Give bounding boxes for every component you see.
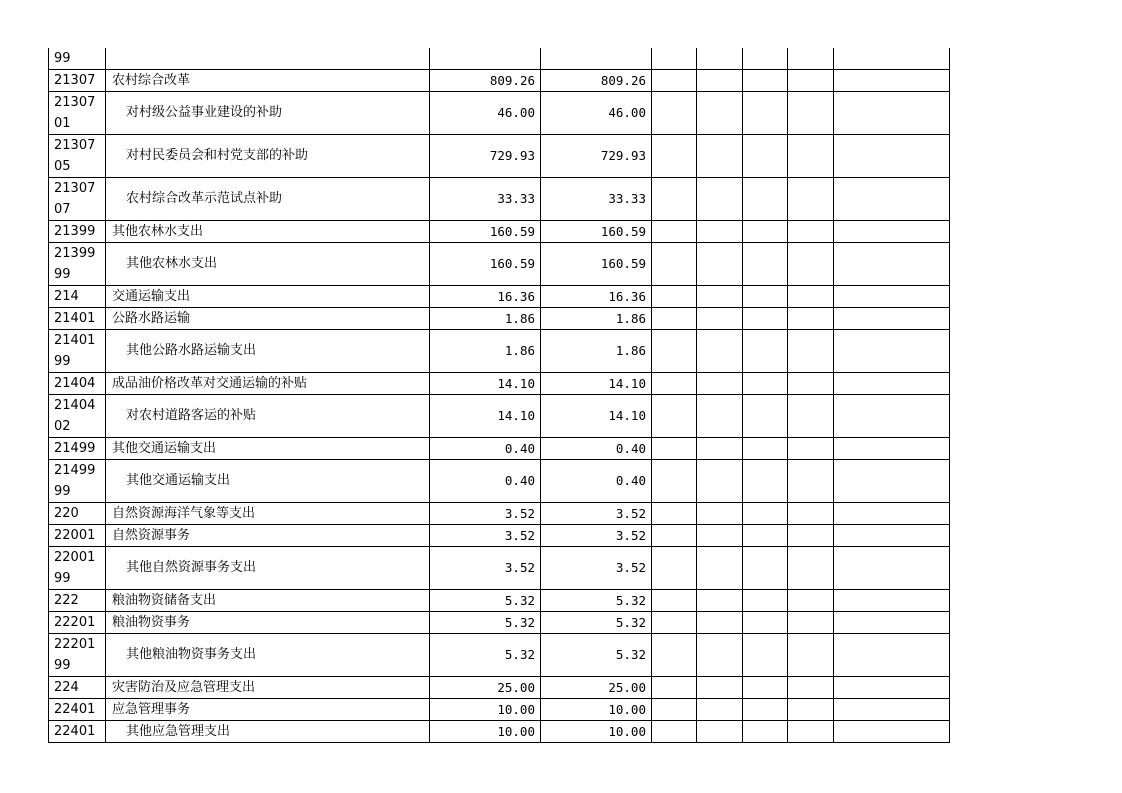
basic-amount-cell: 10.00	[541, 721, 652, 743]
table-row	[49, 373, 950, 395]
account-name-cell: 自然资源海洋气象等支出	[106, 503, 430, 525]
account-code-cell: 220	[49, 503, 106, 525]
total-amount-cell: 5.32	[430, 634, 541, 677]
basic-amount-cell: 0.40	[541, 438, 652, 460]
account-name-cell: 其他自然资源事务支出	[106, 547, 430, 590]
total-amount-cell: 729.93	[430, 135, 541, 178]
empty-cell	[834, 503, 950, 525]
empty-cell	[697, 590, 743, 612]
empty-cell	[652, 221, 697, 243]
table-body	[49, 48, 950, 743]
empty-cell	[697, 503, 743, 525]
account-code-cell: 21404	[49, 373, 106, 395]
total-amount-cell: 5.32	[430, 612, 541, 634]
empty-cell	[697, 634, 743, 677]
empty-cell	[834, 243, 950, 286]
account-name-cell	[106, 48, 430, 70]
empty-cell	[834, 634, 950, 677]
basic-amount-cell: 33.33	[541, 178, 652, 221]
empty-cell	[652, 330, 697, 373]
table-row	[49, 634, 950, 677]
account-name-cell: 农村综合改革	[106, 70, 430, 92]
total-amount-cell: 10.00	[430, 721, 541, 743]
empty-cell	[743, 221, 788, 243]
empty-cell	[697, 135, 743, 178]
empty-cell	[697, 525, 743, 547]
account-code-cell: 21307	[49, 70, 106, 92]
account-code-cell: 21401 99	[49, 330, 106, 373]
empty-cell	[834, 330, 950, 373]
basic-amount-cell: 5.32	[541, 634, 652, 677]
empty-cell	[743, 178, 788, 221]
empty-cell	[788, 503, 834, 525]
empty-cell	[834, 70, 950, 92]
empty-cell	[652, 373, 697, 395]
total-amount-cell: 3.52	[430, 547, 541, 590]
account-name-cell: 其他农林水支出	[106, 221, 430, 243]
empty-cell	[743, 721, 788, 743]
table-row	[49, 590, 950, 612]
empty-cell	[697, 286, 743, 308]
empty-cell	[788, 547, 834, 590]
account-name-cell: 其他农林水支出	[106, 243, 430, 286]
empty-cell	[652, 547, 697, 590]
empty-cell	[834, 178, 950, 221]
empty-cell	[652, 721, 697, 743]
empty-cell	[834, 308, 950, 330]
empty-cell	[788, 92, 834, 135]
empty-cell	[834, 395, 950, 438]
table-row	[49, 70, 950, 92]
empty-cell	[788, 330, 834, 373]
table-row	[49, 178, 950, 221]
account-code-cell: 22001 99	[49, 547, 106, 590]
empty-cell	[834, 438, 950, 460]
account-name-cell: 粮油物资储备支出	[106, 590, 430, 612]
account-name-cell: 成品油价格改革对交通运输的补贴	[106, 373, 430, 395]
basic-amount-cell: 25.00	[541, 677, 652, 699]
empty-cell	[652, 590, 697, 612]
basic-amount-cell: 1.86	[541, 330, 652, 373]
table-row	[49, 677, 950, 699]
empty-cell	[743, 92, 788, 135]
basic-amount-cell: 0.40	[541, 460, 652, 503]
table-row	[49, 221, 950, 243]
table-row	[49, 92, 950, 135]
empty-cell	[788, 525, 834, 547]
basic-amount-cell: 160.59	[541, 243, 652, 286]
expenditure-table	[48, 48, 950, 743]
empty-cell	[697, 92, 743, 135]
empty-cell	[743, 395, 788, 438]
empty-cell	[697, 330, 743, 373]
account-name-cell: 其他交通运输支出	[106, 438, 430, 460]
account-code-cell: 22201	[49, 612, 106, 634]
empty-cell	[652, 634, 697, 677]
account-code-cell: 21399 99	[49, 243, 106, 286]
empty-cell	[743, 634, 788, 677]
empty-cell	[834, 221, 950, 243]
empty-cell	[834, 525, 950, 547]
account-code-cell: 222	[49, 590, 106, 612]
basic-amount-cell: 1.86	[541, 308, 652, 330]
empty-cell	[834, 721, 950, 743]
account-name-cell: 灾害防治及应急管理支出	[106, 677, 430, 699]
account-name-cell: 对农村道路客运的补贴	[106, 395, 430, 438]
empty-cell	[743, 308, 788, 330]
basic-amount-cell: 729.93	[541, 135, 652, 178]
empty-cell	[652, 135, 697, 178]
basic-amount-cell: 809.26	[541, 70, 652, 92]
account-code-cell: 99	[49, 48, 106, 70]
empty-cell	[697, 438, 743, 460]
account-code-cell: 21404 02	[49, 395, 106, 438]
account-code-cell: 21307 05	[49, 135, 106, 178]
empty-cell	[788, 286, 834, 308]
account-name-cell: 对村民委员会和村党支部的补助	[106, 135, 430, 178]
empty-cell	[697, 677, 743, 699]
account-name-cell: 其他粮油物资事务支出	[106, 634, 430, 677]
total-amount-cell: 46.00	[430, 92, 541, 135]
empty-cell	[743, 590, 788, 612]
empty-cell	[652, 612, 697, 634]
empty-cell	[788, 221, 834, 243]
empty-cell	[697, 221, 743, 243]
total-amount-cell: 1.86	[430, 308, 541, 330]
account-code-cell: 21399	[49, 221, 106, 243]
empty-cell	[788, 721, 834, 743]
account-code-cell: 21499	[49, 438, 106, 460]
account-code-cell: 22201 99	[49, 634, 106, 677]
empty-cell	[834, 48, 950, 70]
total-amount-cell: 809.26	[430, 70, 541, 92]
total-amount-cell: 160.59	[430, 221, 541, 243]
empty-cell	[652, 438, 697, 460]
empty-cell	[788, 373, 834, 395]
total-amount-cell: 14.10	[430, 395, 541, 438]
empty-cell	[652, 525, 697, 547]
spreadsheet-page	[48, 48, 949, 743]
empty-cell	[697, 395, 743, 438]
total-amount-cell: 3.52	[430, 525, 541, 547]
empty-cell	[652, 92, 697, 135]
empty-cell	[697, 612, 743, 634]
total-amount-cell: 25.00	[430, 677, 541, 699]
table-row	[49, 547, 950, 590]
table-row	[49, 503, 950, 525]
basic-amount-cell: 3.52	[541, 503, 652, 525]
basic-amount-cell: 5.32	[541, 590, 652, 612]
empty-cell	[788, 48, 834, 70]
empty-cell	[652, 48, 697, 70]
account-name-cell: 农村综合改革示范试点补助	[106, 178, 430, 221]
empty-cell	[652, 286, 697, 308]
empty-cell	[743, 503, 788, 525]
table-row	[49, 243, 950, 286]
account-code-cell: 21307 07	[49, 178, 106, 221]
empty-cell	[743, 612, 788, 634]
empty-cell	[834, 286, 950, 308]
empty-cell	[652, 308, 697, 330]
empty-cell	[652, 70, 697, 92]
empty-cell	[834, 699, 950, 721]
account-name-cell: 其他应急管理支出	[106, 721, 430, 743]
account-code-cell: 21499 99	[49, 460, 106, 503]
account-name-cell: 交通运输支出	[106, 286, 430, 308]
total-amount-cell: 0.40	[430, 460, 541, 503]
basic-amount-cell	[541, 48, 652, 70]
empty-cell	[834, 677, 950, 699]
account-code-cell: 214	[49, 286, 106, 308]
basic-amount-cell: 16.36	[541, 286, 652, 308]
total-amount-cell: 16.36	[430, 286, 541, 308]
account-code-cell: 22401	[49, 721, 106, 743]
account-code-cell: 21307 01	[49, 92, 106, 135]
basic-amount-cell: 3.52	[541, 525, 652, 547]
total-amount-cell: 10.00	[430, 699, 541, 721]
empty-cell	[743, 677, 788, 699]
empty-cell	[697, 70, 743, 92]
table-row	[49, 438, 950, 460]
empty-cell	[743, 438, 788, 460]
empty-cell	[834, 460, 950, 503]
empty-cell	[788, 243, 834, 286]
empty-cell	[697, 308, 743, 330]
basic-amount-cell: 10.00	[541, 699, 652, 721]
account-name-cell: 粮油物资事务	[106, 612, 430, 634]
empty-cell	[697, 460, 743, 503]
basic-amount-cell: 160.59	[541, 221, 652, 243]
table-row	[49, 525, 950, 547]
empty-cell	[652, 395, 697, 438]
total-amount-cell: 5.32	[430, 590, 541, 612]
table-row	[49, 48, 950, 70]
basic-amount-cell: 46.00	[541, 92, 652, 135]
total-amount-cell: 3.52	[430, 503, 541, 525]
empty-cell	[652, 699, 697, 721]
account-code-cell: 21401	[49, 308, 106, 330]
empty-cell	[743, 460, 788, 503]
empty-cell	[743, 699, 788, 721]
table-row	[49, 395, 950, 438]
table-row	[49, 612, 950, 634]
basic-amount-cell: 3.52	[541, 547, 652, 590]
total-amount-cell: 0.40	[430, 438, 541, 460]
empty-cell	[743, 525, 788, 547]
account-code-cell: 22001	[49, 525, 106, 547]
empty-cell	[788, 699, 834, 721]
account-name-cell: 应急管理事务	[106, 699, 430, 721]
account-name-cell: 公路水路运输	[106, 308, 430, 330]
empty-cell	[788, 395, 834, 438]
empty-cell	[743, 547, 788, 590]
empty-cell	[743, 373, 788, 395]
empty-cell	[652, 503, 697, 525]
empty-cell	[834, 135, 950, 178]
empty-cell	[788, 590, 834, 612]
empty-cell	[652, 243, 697, 286]
empty-cell	[788, 70, 834, 92]
empty-cell	[834, 590, 950, 612]
table-row	[49, 721, 950, 743]
empty-cell	[743, 135, 788, 178]
empty-cell	[697, 547, 743, 590]
empty-cell	[652, 178, 697, 221]
empty-cell	[834, 547, 950, 590]
empty-cell	[788, 677, 834, 699]
empty-cell	[697, 721, 743, 743]
empty-cell	[652, 460, 697, 503]
account-code-cell: 224	[49, 677, 106, 699]
table-row	[49, 135, 950, 178]
account-name-cell: 对村级公益事业建设的补助	[106, 92, 430, 135]
account-code-cell: 22401	[49, 699, 106, 721]
empty-cell	[652, 677, 697, 699]
empty-cell	[788, 612, 834, 634]
total-amount-cell	[430, 48, 541, 70]
empty-cell	[743, 286, 788, 308]
empty-cell	[788, 634, 834, 677]
basic-amount-cell: 14.10	[541, 395, 652, 438]
empty-cell	[697, 373, 743, 395]
empty-cell	[788, 460, 834, 503]
empty-cell	[743, 48, 788, 70]
basic-amount-cell: 14.10	[541, 373, 652, 395]
table-row	[49, 460, 950, 503]
empty-cell	[743, 330, 788, 373]
empty-cell	[697, 178, 743, 221]
empty-cell	[743, 243, 788, 286]
empty-cell	[834, 373, 950, 395]
empty-cell	[788, 438, 834, 460]
account-name-cell: 自然资源事务	[106, 525, 430, 547]
table-row	[49, 286, 950, 308]
empty-cell	[788, 308, 834, 330]
account-name-cell: 其他公路水路运输支出	[106, 330, 430, 373]
total-amount-cell: 160.59	[430, 243, 541, 286]
empty-cell	[788, 135, 834, 178]
table-row	[49, 308, 950, 330]
account-name-cell: 其他交通运输支出	[106, 460, 430, 503]
empty-cell	[788, 178, 834, 221]
empty-cell	[697, 243, 743, 286]
table-row	[49, 699, 950, 721]
total-amount-cell: 33.33	[430, 178, 541, 221]
empty-cell	[743, 70, 788, 92]
total-amount-cell: 1.86	[430, 330, 541, 373]
empty-cell	[834, 612, 950, 634]
empty-cell	[834, 92, 950, 135]
basic-amount-cell: 5.32	[541, 612, 652, 634]
total-amount-cell: 14.10	[430, 373, 541, 395]
table-row	[49, 330, 950, 373]
empty-cell	[697, 699, 743, 721]
empty-cell	[697, 48, 743, 70]
